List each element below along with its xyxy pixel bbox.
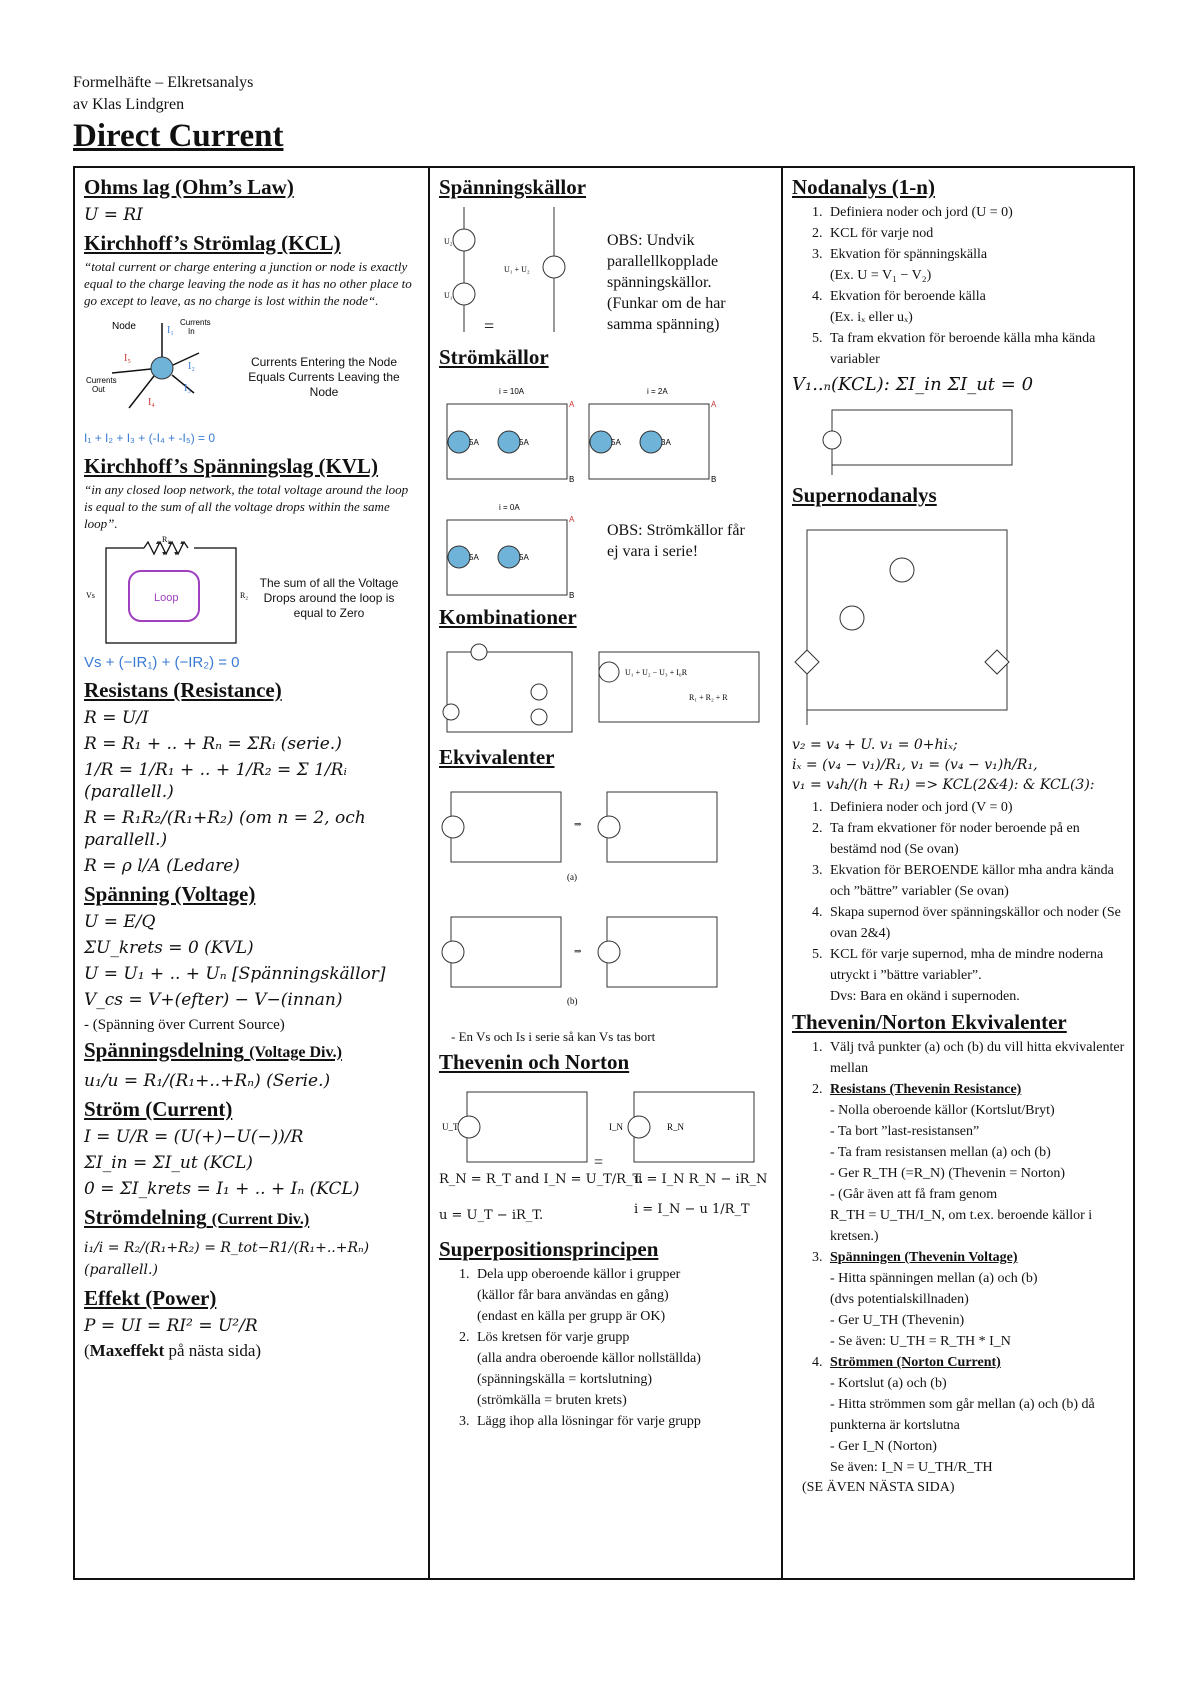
supernode-eq-2: iₓ = (v₄ − v₁)/R₁, v₁ = (v₄ − v₁)h/R₁,	[792, 757, 1038, 773]
superposition-list	[439, 1264, 772, 1432]
svg-text:A: A	[569, 400, 575, 409]
heading-current: Ström (Current)	[84, 1097, 233, 1121]
formula-res-1: R = U/I	[84, 708, 149, 728]
formula-table	[73, 166, 1135, 1580]
svg-text:U₁ + U₂ − U₃ + I₀R: U₁ + U₂ − U₃ + I₀R	[625, 668, 688, 677]
list-item: 3. Spänningen (Thevenin Voltage) - Hitta spänningen mellan (a) och (b) (dvs potentialskillnaden) - Ger U_TH (Thevenin) - Se även: U_TH = R_TH * I_N	[826, 1247, 1126, 1352]
svg-text:5A: 5A	[611, 438, 621, 447]
heading-nodal: Nodanalys (1-n)	[792, 175, 935, 199]
svg-text:U_T: U_T	[442, 1122, 459, 1132]
supernode-eq-1: v₂ = v₄ + U. v₁ = 0+hiₓ;	[792, 737, 958, 753]
nodal-list	[792, 202, 1126, 370]
formula-volt-4: V_cs = V+(efter) − V−(innan)	[84, 990, 343, 1010]
svg-text:i = 10A: i = 10A	[499, 387, 525, 396]
header-line1: Formelhäfte – Elkretsanalys	[73, 74, 254, 91]
heading-power: Effekt (Power)	[84, 1286, 217, 1310]
list-item: 1. Definiera noder och jord (U = 0)	[826, 202, 1126, 223]
power-note: (Maxeffekt på nästa sida)	[84, 1341, 262, 1360]
nodal-formula: V₁..ₙ(KCL): ΣI_in ΣI_ut = 0	[792, 374, 1034, 395]
list-item: 3. Lägg ihop alla lösningar för varje grupp	[473, 1411, 772, 1432]
thevenin-norton-diagram	[439, 1077, 769, 1172]
voltage-sources-figure	[439, 202, 772, 342]
kcl-node-label: Node	[112, 321, 136, 332]
svg-text:A: A	[711, 400, 717, 409]
kvl-text: The sum of all the Voltage Drops around the loop is equal to Zero	[259, 576, 399, 620]
voltage-sources-obs: OBS: Undvik parallellkopplade spänningskällor. (Funkar om de har samma spänning)	[607, 232, 726, 333]
formula-res-4: R = R₁R₂/(R₁+R₂) (om n = 2, och parallell.)	[84, 808, 366, 850]
svg-text:Currents: Currents	[86, 376, 117, 385]
list-item: 3. Ekvation för spänningskälla (Ex. U = V₁ − V₂)	[826, 244, 1126, 286]
formula-power: P = UI = RI² = U²/R	[84, 1316, 258, 1336]
list-item: 1. Välj två punkter (a) och (b) du vill hitta ekvivalenter mellan	[826, 1037, 1126, 1079]
kvl-figure	[84, 536, 419, 654]
heading-supernode: Supernodanalys	[792, 483, 937, 507]
svg-text:I₃: I₃	[184, 383, 191, 394]
list-item: 5. Ta fram ekvation för beroende källa mha kända variabler	[826, 328, 1126, 370]
kvl-quote: “in any closed loop network, the total voltage around the loop is equal to the sum of all the voltage drops within the same loop”.	[84, 482, 409, 531]
current-sources-diagrams	[439, 372, 769, 602]
svg-text:In: In	[188, 327, 195, 336]
svg-text:⇒: ⇒	[574, 819, 582, 829]
svg-text:I₄: I₄	[148, 397, 155, 408]
heading-voltage-sources: Spänningskällor	[439, 175, 587, 199]
heading-thevenin-norton-equiv: Thevenin/Norton Ekvivalenter	[792, 1010, 1067, 1034]
formula-vdiv: u₁/u = R₁/(R₁+..+Rₙ) (Serie.)	[84, 1071, 331, 1091]
list-item: 2. Resistans (Thevenin Resistance) - Nolla oberoende källor (Kortslut/Bryt) - Ta bort ”last-resistansen” - Ta fram resistansen mellan (a) och (b) - Ger R_TH (=R_N) (Thevenin = Norton) - (Går även att få fram genom R_TH = U_TH/I_N, om t.ex. beroende källor i kretsen.)	[826, 1079, 1126, 1247]
list-item: 3. Ekvation för BEROENDE källor mha andra kända och ”bättre” variabler (Se ovan)	[826, 860, 1126, 902]
kcl-equation: I₁ + I₂ + I₃ + (-I₄ + -I₅) = 0	[84, 431, 216, 445]
heading-kcl: Kirchhoff’s Strömlag (KCL)	[84, 231, 341, 255]
heading-voltage: Spänning (Voltage)	[84, 882, 256, 906]
formula-cur-1: I = U/R = (U(+)−U(−))/R	[84, 1127, 304, 1147]
thevenin-formulas	[439, 1172, 772, 1234]
list-item: 1. Definiera noder och jord (V = 0)	[826, 797, 1126, 818]
list-item: 5. KCL för varje supernod, mha de mindre noderna utryckt i ”bättre variabler”. Dvs: Bara en okänd i supernoden.	[826, 944, 1126, 1007]
svg-text:R₂: R₂	[240, 591, 249, 600]
formula-res-3: 1/R = 1/R₁ + .. + 1/R₂ = Σ 1/Rᵢ (parallell.)	[84, 760, 347, 802]
heading-current-div: Strömdelning (Current Div.)	[84, 1205, 310, 1229]
column-2	[430, 168, 783, 1578]
kvl-equation: Vs + (−IR₁) + (−IR₂) = 0	[84, 654, 240, 671]
column-3	[783, 168, 1135, 1578]
formula-cur-3: 0 = ΣI_krets = I₁ + .. + Iₙ (KCL)	[84, 1179, 360, 1199]
heading-thevenin-norton: Thevenin och Norton	[439, 1050, 630, 1074]
svg-text:5A: 5A	[469, 553, 479, 562]
formula-res-5: R = ρ l/A (Ledare)	[84, 856, 240, 876]
heading-combinations: Kombinationer	[439, 605, 577, 629]
svg-text:i = 0A: i = 0A	[499, 503, 520, 512]
kvl-loop-diagram	[84, 536, 254, 651]
formula-ohm: U = RI	[84, 205, 143, 225]
svg-text:R_N: R_N	[667, 1122, 685, 1132]
thevenin-f3: u = U_T − iR_T.	[439, 1208, 544, 1223]
combinations-diagram	[439, 632, 769, 742]
formula-res-2: R = R₁ + .. + Rₙ = ΣRᵢ (serie.)	[84, 734, 342, 754]
svg-text:R₁: R₁	[162, 536, 171, 544]
see-next-page: (SE ÄVEN NÄSTA SIDA)	[802, 1480, 955, 1495]
header-line2: av Klas Lindgren	[73, 96, 185, 113]
thevenin-f1: R_N = R_T and I_N = U_T/R_T.	[439, 1172, 644, 1187]
heading-ohm: Ohms lag (Ohm’s Law)	[84, 175, 294, 199]
svg-text:Out: Out	[92, 385, 105, 394]
kcl-node-diagram	[84, 313, 244, 423]
current-sources-obs: OBS: Strömkällor får ej vara i serie!	[607, 522, 745, 560]
svg-text:Currents: Currents	[180, 318, 211, 327]
formula-volt-2: ΣU_krets = 0 (KVL)	[84, 938, 254, 958]
svg-text:B: B	[569, 591, 575, 600]
svg-text:=: =	[594, 1154, 604, 1171]
formula-cdiv: i₁/i = R₂/(R₁+R₂) = R_tot−R1/(R₁+..+Rₙ) (parallell.)	[84, 1240, 370, 1278]
heading-kvl: Kirchhoff’s Spänningslag (KVL)	[84, 454, 379, 478]
svg-text:3A: 3A	[661, 438, 671, 447]
equivalents-note: - En Vs och Is i serie så kan Vs tas bort	[451, 1029, 656, 1044]
current-sources-figure	[439, 372, 772, 602]
svg-text:U₂: U₂	[444, 237, 453, 246]
list-item: 2. Lös kretsen för varje grupp (alla andra oberoende källor nollställda) (spänningskälla = kortslutning) (strömkälla = bruten krets)	[473, 1327, 772, 1411]
thevenin-f2: u = I_N R_N − iR_N	[634, 1172, 768, 1187]
supernode-equations	[792, 735, 1126, 795]
kcl-equals-text: Currents Entering the Node Equals Currents Leaving the Node	[248, 355, 400, 399]
svg-text:Vs: Vs	[86, 591, 95, 600]
equivalents-diagram	[439, 772, 769, 1027]
svg-text:B: B	[711, 475, 717, 484]
supernode-diagram	[792, 510, 1122, 735]
formula-cur-2: ΣI_in = ΣI_ut (KCL)	[84, 1153, 253, 1173]
svg-text:U₁: U₁	[444, 291, 453, 300]
list-item: 4. Ekvation för beroende källa (Ex. iₓ eller uₓ)	[826, 286, 1126, 328]
svg-text:U₁ + U₂: U₁ + U₂	[504, 265, 530, 274]
doc-header	[73, 72, 253, 116]
column-1	[75, 168, 430, 1578]
thevenin-norton-list	[792, 1037, 1126, 1478]
page-title: Direct Current	[73, 118, 284, 154]
series-vsource-diagram	[439, 202, 599, 342]
supernode-eq-3: v₁ = v₄h/(h + R₁) => KCL(2&4): & KCL(3):	[792, 777, 1095, 793]
svg-text:R₁ + R₂ + R: R₁ + R₂ + R	[689, 693, 728, 702]
equiv-label-a: (a)	[567, 872, 577, 882]
svg-text:A: A	[569, 515, 575, 524]
heading-superposition: Superpositionsprincipen	[439, 1237, 659, 1261]
list-item: 1. Dela upp oberoende källor i grupper (källor får bara användas en gång) (endast en källa per grupp är OK)	[473, 1264, 772, 1327]
list-item: 2. KCL för varje nod	[826, 223, 1126, 244]
heading-equivalents: Ekvivalenter	[439, 745, 555, 769]
svg-text:I_N: I_N	[609, 1122, 623, 1132]
svg-text:⇒: ⇒	[574, 946, 582, 956]
svg-text:5A: 5A	[519, 438, 529, 447]
svg-text:i = 2A: i = 2A	[647, 387, 668, 396]
kcl-figure	[84, 313, 419, 431]
svg-text:B: B	[569, 475, 575, 484]
svg-text:I₂: I₂	[188, 361, 195, 372]
svg-text:5A: 5A	[519, 553, 529, 562]
formula-volt-3: U = U₁ + .. + Uₙ [Spänningskällor]	[84, 964, 386, 984]
heading-current-sources: Strömkällor	[439, 345, 549, 369]
supernode-list	[792, 797, 1126, 1007]
formula-volt-1: U = E/Q	[84, 912, 156, 932]
list-item: 2. Ta fram ekvationer för noder beroende på en bestämd nod (Se ovan)	[826, 818, 1126, 860]
svg-text:I₁: I₁	[167, 325, 174, 336]
list-item: 4. Skapa supernod över spänningskällor och noder (Se ovan 2&4)	[826, 902, 1126, 944]
nodal-diagram	[792, 400, 1122, 480]
formula-volt-5: - (Spänning över Current Source)	[84, 1017, 285, 1033]
kcl-quote: “total current or charge entering a junction or node is exactly equal to the charge leaving the node as it has no other place to go except to leave, as no charge is lost within the node“.	[84, 259, 412, 308]
heading-voltage-div: Spänningsdelning (Voltage Div.)	[84, 1038, 342, 1062]
svg-text:I₅: I₅	[124, 353, 131, 364]
svg-text:5A: 5A	[469, 438, 479, 447]
kvl-loop-label: Loop	[154, 592, 179, 604]
heading-resistance: Resistans (Resistance)	[84, 678, 282, 702]
svg-text:=: =	[484, 316, 495, 336]
equiv-label-b: (b)	[567, 996, 578, 1006]
thevenin-f4: i = I_N − u 1/R_T	[634, 1202, 750, 1217]
list-item: 4. Strömmen (Norton Current) - Kortslut (a) och (b) - Hitta strömmen som går mellan (a) och (b) då punkterna är kortslutna - Ger I_N (Norton) Se även: I_N = U_TH/R_TH	[826, 1352, 1126, 1478]
